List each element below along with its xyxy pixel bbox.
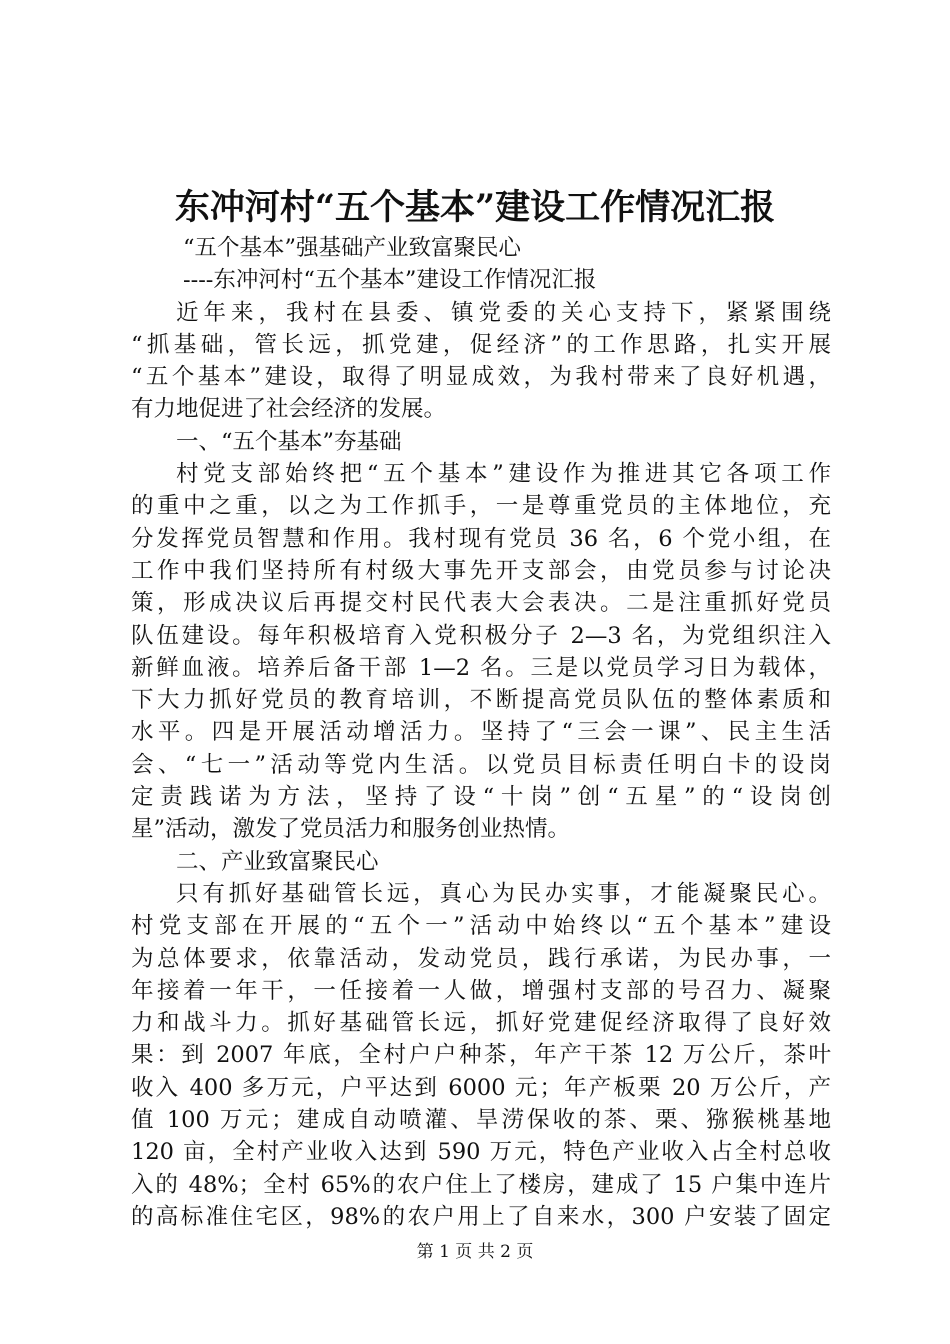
paragraph-line: 入的 48%；全村 65%的农户住上了楼房，建成了 15 户集中连片 [131,1171,831,1198]
paragraph-line: 水平。四是开展活动增活力。坚持了“三会一课”、民主生活 [131,719,831,746]
paragraph-line: 为总体要求，依靠活动，发动党员，践行承诺，为民办事，一 [131,945,831,972]
paragraph-line: 队伍建设。每年积极培育入党积极分子 2—3 名，为党组织注入 [131,622,831,649]
paragraph-line: 力和战斗力。抓好基础管长远，抓好党建促经济取得了良好效 [131,1010,831,1037]
paragraph-line: 收入 400 多万元，户平达到 6000 元；年产板栗 20 万公斤，产 [131,1074,831,1101]
paragraph-line: 的重中之重，以之为工作抓手，一是尊重党员的主体地位，充 [131,493,831,520]
paragraph-line: 120 亩，全村产业收入达到 590 万元，特色产业收入占全村总收 [131,1139,831,1166]
paragraph-line: 星”活动，激发了党员活力和服务创业热情。 [131,816,571,843]
paragraph-line: 近年来，我村在县委、镇党委的关心支持下，紧紧围绕 [176,299,831,326]
paragraph-line: 新鲜血液。培养后备干部 1—2 名。三是以党员学习日为载体， [131,654,831,681]
page-footer: 第 1 页 共 2 页 [416,1242,534,1262]
paragraph-line: 下大力抓好党员的教育培训，不断提高党员队伍的整体素质和 [131,687,831,714]
section-heading: 二、产业致富聚民心 [176,848,379,875]
paragraph-line: 果：到 2007 年底，全村户户种茶，年产干茶 12 万公斤，茶叶 [131,1042,831,1069]
paragraph-line: “抓基础，管长远，抓党建，促经济”的工作思路，扎实开展 [131,331,831,358]
paragraph-line: 策，形成决议后再提交村民代表大会表决。二是注重抓好党员 [131,590,831,617]
subtitle-secondary: ----东冲河村“五个基本”建设工作情况汇报 [183,267,597,294]
paragraph-line: “五个基本”建设，取得了明显成效，为我村带来了良好机遇， [131,364,831,391]
document-body [131,232,831,1233]
subtitle: “五个基本”强基础产业致富聚民心 [183,235,522,261]
paragraph-line: 年接着一年干，一任接着一人做，增强村支部的号召力、凝聚 [131,977,831,1004]
paragraph-line: 分发挥党员智慧和作用。我村现有党员 36 名，6 个党小组，在 [131,525,831,552]
document-title: 东冲河村“五个基本”建设工作情况汇报 [174,187,776,228]
paragraph-line: 村党支部始终把“五个基本”建设作为推进其它各项工作 [176,461,831,488]
paragraph-line: 值 100 万元；建成自动喷灌、旱涝保收的茶、栗、猕猴桃基地 [131,1107,831,1134]
paragraph-line: 定责践诺为方法，坚持了设“十岗”创“五星”的“设岗创 [131,784,831,811]
paragraph-line: 工作中我们坚持所有村级大事先开支部会，由党员参与讨论决 [131,557,831,584]
paragraph-line: 的高标准住宅区，98%的农户用上了自来水，300 户安装了固定 [131,1203,831,1230]
paragraph-line: 会、“七一”活动等党内生活。以党员目标责任明白卡的设岗 [131,751,831,778]
paragraph-line: 只有抓好基础管长远，真心为民办实事，才能凝聚民心。 [176,880,831,907]
section-heading: 一、“五个基本”夯基础 [176,428,402,455]
paragraph-line: 村党支部在开展的“五个一”活动中始终以“五个基本”建设 [131,913,831,940]
paragraph-line: 有力地促进了社会经济的发展。 [131,396,447,423]
